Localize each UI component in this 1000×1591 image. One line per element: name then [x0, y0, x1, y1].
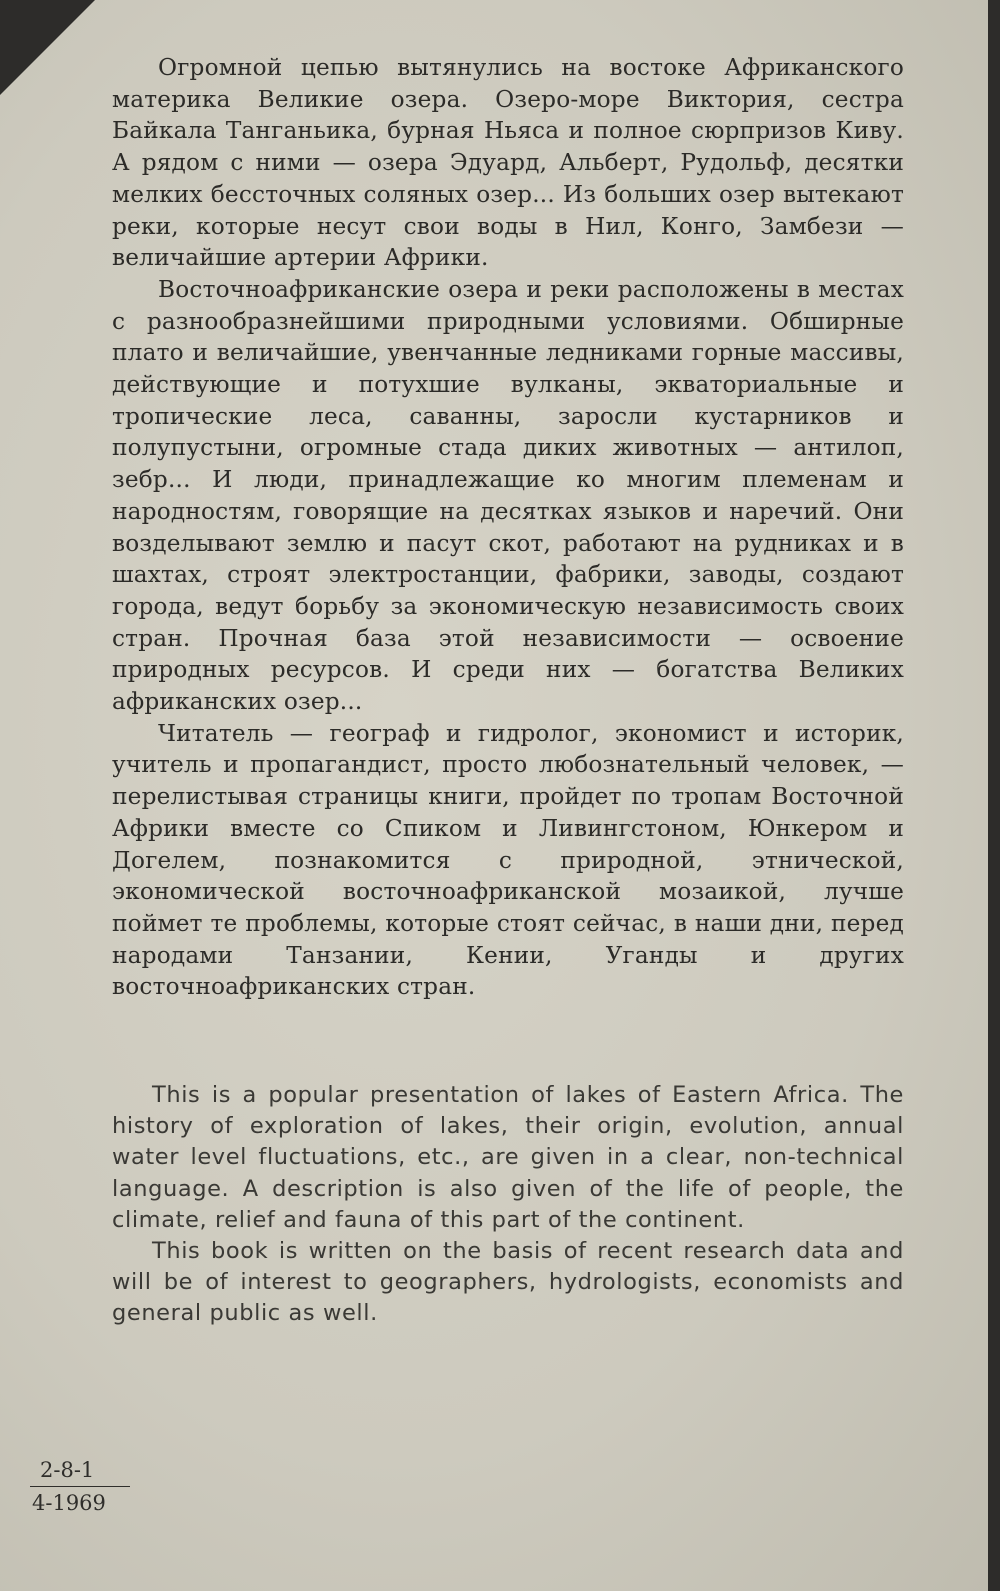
russian-paragraph-3: Читатель — географ и гидролог, экономист и историк, учитель и пропагандист, просто любознательный человек, — перелистывая страницы книги, пройдет по тропам Восточной Африки вместе со Спиком и Ливингстоном, Юнкером и Догелем, познакомится с природной, этнической, экономической восточноафриканской мозаикой, лучше поймет те проблемы, которые стоят сейчас, в наши дни, перед народами Танзании, Кении, Уганды и других восточноафриканских стран. [112, 719, 904, 1001]
english-paragraph-1: This is a popular presentation of lakes of Eastern Africa. The history of exploration of lakes, their origin, evolution, annual water level fluctuations, etc., are given in a clear, non-technical language. A description is also given of the life of people, the climate, relief and fauna of this part of the continent. [112, 1082, 904, 1233]
print-code-denominator: 4-1969 [32, 1491, 106, 1515]
english-paragraph-2: This book is written on the basis of recent research data and will be of interest to geographers, hydrologists, economists and general public as well. [112, 1238, 904, 1327]
english-annotation [112, 1080, 904, 1330]
print-code [30, 1456, 130, 1517]
torn-corner [0, 0, 95, 95]
russian-annotation [112, 52, 904, 1003]
russian-paragraph-1: Огромной цепью вытянулись на востоке Африканского материка Великие озера. Озеро-море Виктория, сестра Байкала Танганьика, бурная Ньяса и полное сюрпризов Киву. А рядом с ними — озера Эдуард, Альберт, Рудольф, десятки мелких бессточных соляных озер... Из больших озер вытекают реки, которые несут свои воды в Нил, Конго, Замбези — величайшие артерии Африки. [112, 54, 904, 272]
russian-paragraph-2: Восточноафриканские озера и реки расположены в местах с разнообразнейшими природными условиями. Обширные плато и величайшие, увенчанные ледниками горные массивы, действующие и потухшие вулканы, экваториальные и тропические леса, саванны, заросли кустарников и полупустыни, огромные стада диких животных — антилоп, зебр... И люди, принадлежащие ко многим племенам и народностям, говорящие на десятках языков и наречий. Они возделывают землю и пасут скот, работают на рудниках и в шахтах, строят электростанции, фабрики, заводы, создают города, ведут борьбу за экономическую независимость своих стран. Прочная база этой независимости — освоение природных ресурсов. И среди них — богатства Великих африканских озер... [112, 275, 904, 716]
print-code-numerator: 2-8-1 [30, 1456, 130, 1487]
